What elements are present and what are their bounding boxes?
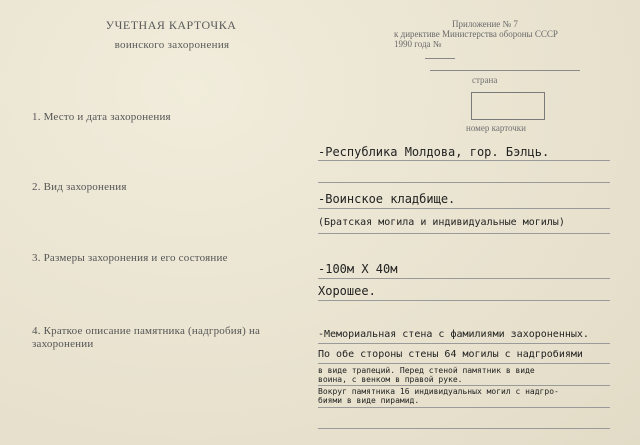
item-4-entry-5: Вокруг памятника 16 индивидуальных могил с надгро-: [318, 387, 559, 396]
appendix-note: [394, 19, 604, 49]
item-2-entry-1: -Воинское кладбище.: [318, 192, 456, 206]
entry-line: [318, 300, 610, 301]
item-4-entry-1: -Мемориальная стена с фамилиями захороненных.: [318, 329, 589, 340]
item-4-entry-4: воина, с венком в правой руке.: [318, 375, 463, 384]
entry-line: [318, 407, 610, 408]
card-subtitle: воинского захоронения: [114, 39, 230, 51]
item-4-label-2: захоронении: [32, 338, 94, 350]
appendix-line-1: Приложение № 7: [452, 19, 518, 29]
card-number-box: [471, 92, 545, 120]
item-1-entry-1: -Республика Молдова, гор. Бэлць.: [318, 145, 550, 159]
item-3-label: 3. Размеры захоронения и его состояние: [32, 252, 228, 264]
entry-line: [318, 343, 610, 344]
appendix-number-line: [425, 58, 455, 59]
item-4-entry-3: в виде трапеций. Перед стеной памятник в виде: [318, 366, 535, 375]
item-4-entry-6: биями в виде пирамид.: [318, 396, 420, 405]
entry-line: [318, 385, 610, 386]
entry-line: [318, 233, 610, 234]
entry-line: [318, 278, 610, 279]
card-title: УЧЕТНАЯ КАРТОЧКА: [105, 18, 237, 32]
item-3-entry-1: -100м Х 40м: [318, 262, 398, 276]
entry-line: [318, 182, 610, 183]
item-4-entry-2: По обе стороны стены 64 могилы с надгробиями: [318, 349, 583, 360]
appendix-line-3: 1990 года №: [394, 39, 442, 49]
entry-line: [318, 428, 610, 429]
entry-line: [318, 160, 610, 161]
item-1-label: 1. Место и дата захоронения: [32, 111, 171, 123]
item-2-label: 2. Вид захоронения: [32, 181, 127, 193]
card-number-label: номер карточки: [466, 123, 526, 133]
item-3-entry-2: Хорошее.: [318, 284, 376, 298]
item-2-entry-2: (Братская могила и индивидуальные могилы): [318, 217, 565, 228]
appendix-line-2: к директиве Министерства обороны СССР: [394, 29, 558, 39]
item-4-label-1: 4. Краткое описание памятника (надгробия) на: [32, 325, 261, 337]
country-label: страна: [472, 75, 498, 85]
entry-line: [318, 208, 610, 209]
entry-line: [318, 363, 610, 364]
country-field-line: [430, 70, 580, 71]
